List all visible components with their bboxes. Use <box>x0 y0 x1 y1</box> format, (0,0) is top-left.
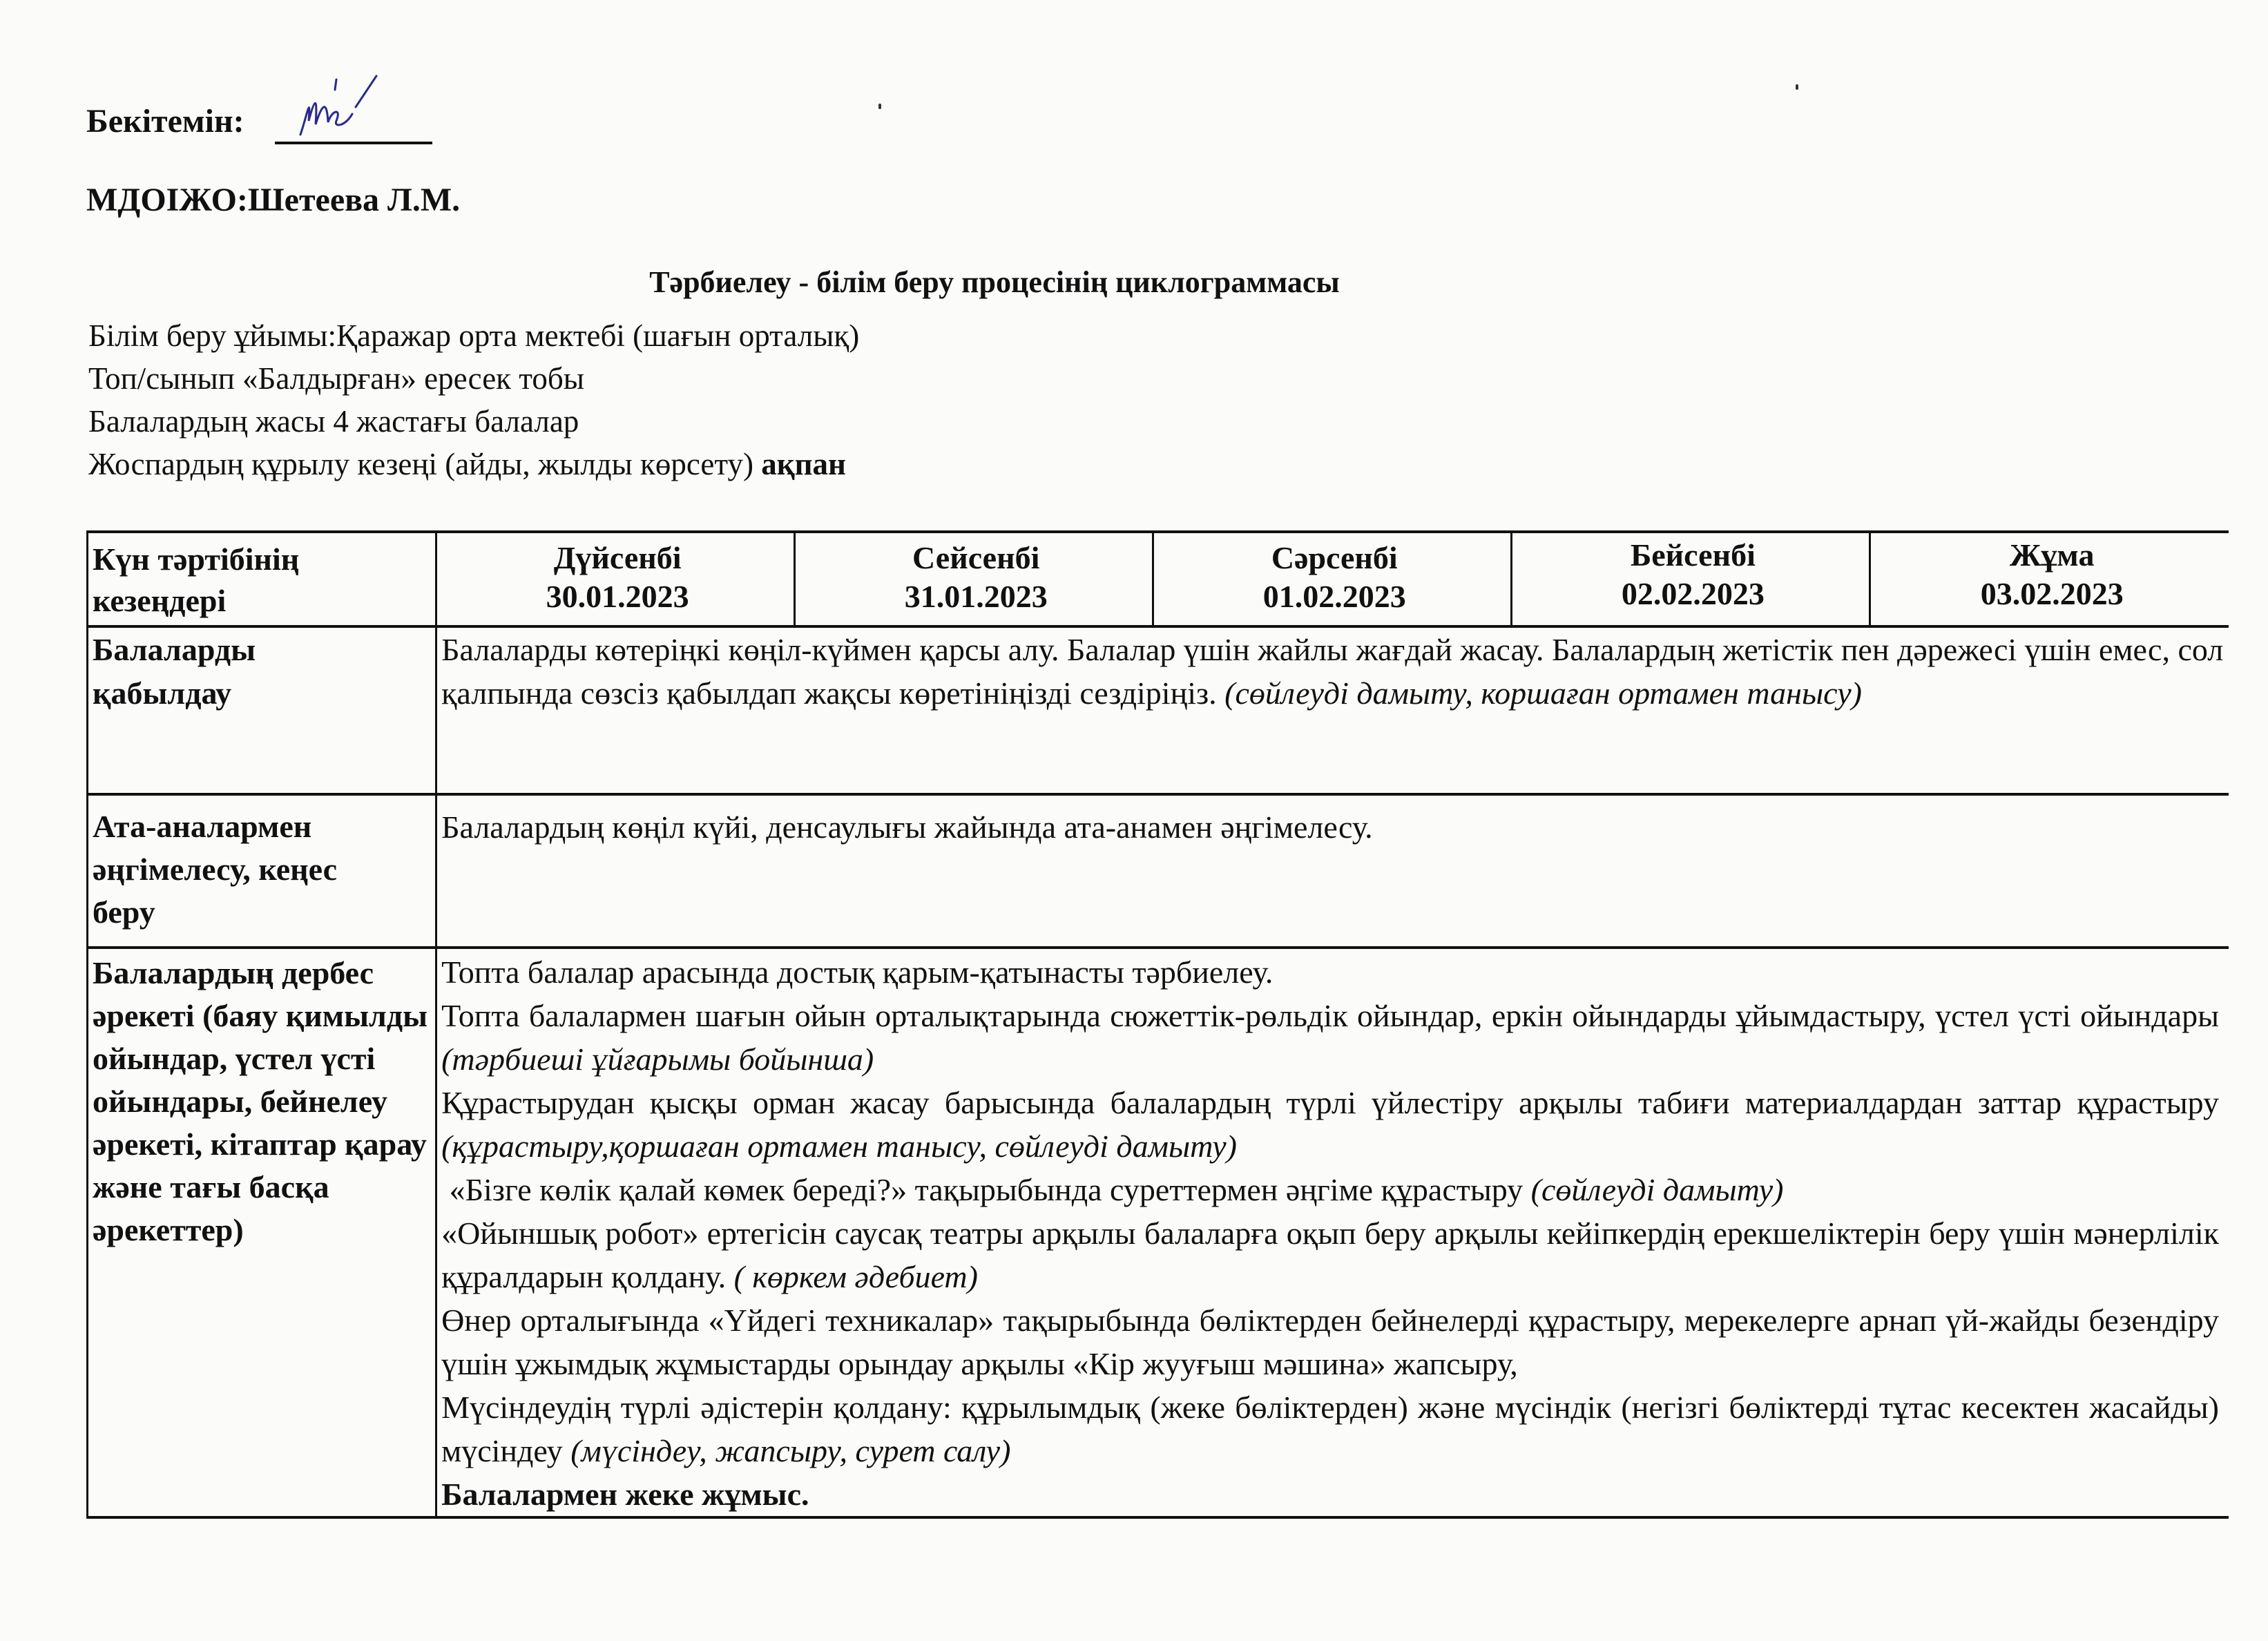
day-name: Жұма <box>2009 537 2095 573</box>
activity-hint: (құрастыру,қоршаған ортамен танысу, сөйлеуді дамыту) <box>441 1129 1237 1164</box>
header-cell-day <box>1870 532 2229 626</box>
activity-paragraph <box>441 1081 2219 1168</box>
header-cell-day <box>1512 532 1870 626</box>
signature-line <box>275 142 432 144</box>
header-cell-day <box>436 532 795 626</box>
header-cell-day <box>795 532 1153 626</box>
scan-speck <box>1796 84 1798 90</box>
row-text: Балалардың көңіл күйі, денсаулығы жайында ата-анамен әңгімелесу. <box>441 809 1373 845</box>
header-cell-day <box>1153 532 1512 626</box>
activity-text: Топта балалар арасында достық қарым-қатынасты тәрбиелеу. <box>441 954 1274 990</box>
row-label: Балалардың дербес әрекеті (баяу қимылды ойындар, үстел үсті ойындары, бейнелеу әрекеті, кітаптар қарау және тағы басқа әрекеттер) <box>88 948 436 1517</box>
activity-hint: ( көркем әдебиет) <box>733 1259 978 1294</box>
info-period <box>88 446 846 482</box>
activity-paragraph <box>441 1168 2219 1211</box>
activity-paragraph <box>441 1298 2219 1385</box>
director-name: МДОІЖО:Шетеева Л.М. <box>86 182 461 218</box>
handwritten-signature <box>294 73 418 142</box>
row-text: Балаларды көтеріңкі көңіл-күймен қарсы алу. Балалар үшін жайлы жағдай жасау. Балалардың жетістік пен дәрежесі үшін емес, сол қалпында сөзсіз қабылдап жақсы көретініңізді сездіріңіз. <box>441 632 2224 711</box>
day-name: Дүйсенбі <box>553 540 682 575</box>
row-label: Балаларды қабылдау <box>88 626 436 794</box>
activity-paragraph <box>441 950 2219 994</box>
activity-paragraph <box>441 1385 2219 1472</box>
header-cell-stages: Күн тәртібінің кезеңдері <box>88 532 436 626</box>
day-date: 02.02.2023 <box>1621 576 1765 611</box>
info-organization: Білім беру ұйымы:Қаражар орта мектебі (шағын орталық) <box>88 318 860 353</box>
activity-hint: (тәрбиеші ұйғарымы бойынша) <box>441 1042 874 1077</box>
table-row <box>88 794 2229 948</box>
activity-text: Құрастырудан қысқы орман жасау барысында балалардың түрлі үйлестіру арқылы табиғи материалдардан заттар құрастыру <box>441 1085 2219 1120</box>
row-content <box>436 626 2229 794</box>
activity-text: «Ойыншық робот» ертегісін саусақ театры арқылы балаларға оқып беру арқылы кейіпкердің ерекшеліктерін беру үшін мәнерлілік құралдарын қолдану. <box>441 1216 2219 1294</box>
row-label: Ата-аналармен әңгімелесу, кеңес беру <box>88 794 436 948</box>
table-header-row <box>88 532 2229 626</box>
activity-text: Өнер орталығында «Үйдегі техникалар» тақырыбында бөліктерден бейнелерді құрастыру, мерекелерге арнап үй-жайды безендіру үшін ұжымдық жұмыстарды орындау арқылы «Кір жууғыш мәшина» жапсыру, <box>441 1303 2219 1381</box>
info-period-label: Жоспардың құрылу кезеңі (айды, жылды көрсету) <box>88 447 762 481</box>
row-content <box>436 794 2229 948</box>
scan-speck <box>878 104 881 109</box>
day-name: Сәрсенбі <box>1271 540 1398 575</box>
info-age: Балалардың жасы 4 жастағы балалар <box>88 404 579 439</box>
table-row <box>88 948 2229 1517</box>
activity-text: Топта балалармен шағын ойын орталықтарында сюжеттік-рөльдік ойындар, еркін ойындарды ұйымдастыру, үстел үсті ойындары <box>441 998 2219 1033</box>
activity-hint: (сөйлеуді дамыту) <box>1530 1172 1784 1207</box>
day-date: 31.01.2023 <box>904 579 1048 614</box>
day-date: 03.02.2023 <box>1980 576 2124 611</box>
approve-label: Бекітемін: <box>86 103 244 140</box>
day-name: Бейсенбі <box>1630 537 1756 573</box>
activity-text: «Бізге көлік қалай көмек береді?» тақырыбында суреттермен әңгіме құрастыру <box>441 1172 1531 1207</box>
info-period-value: ақпан <box>761 447 846 481</box>
activity-hint: (мүсіндеу, жапсыру, сурет салу) <box>570 1433 1011 1468</box>
document-title: Тәрбиелеу - білім беру процесінің циклограммасы <box>649 265 1340 299</box>
row-content <box>436 948 2229 1517</box>
cyclogram-table <box>86 530 2229 1519</box>
activity-paragraph <box>441 1211 2219 1298</box>
individual-work: Балалармен жеке жұмыс. <box>441 1477 809 1512</box>
day-date: 30.01.2023 <box>546 579 689 614</box>
day-date: 01.02.2023 <box>1262 579 1406 614</box>
table-row <box>88 626 2229 794</box>
info-group: Топ/сынып «Балдырған» ересек тобы <box>88 361 584 396</box>
row-hint: (сөйлеуді дамыту, коршаған ортамен танысу) <box>1224 675 1862 711</box>
activity-paragraph <box>441 994 2219 1081</box>
activity-text: Мүсіндеудің түрлі әдістерін қолдану: құрылымдық (жеке бөліктерден) және мүсіндік (негізгі бөліктерді тұтас кесектен жасайды) мүсіндеу <box>441 1390 2219 1468</box>
day-name: Сейсенбі <box>912 540 1040 575</box>
